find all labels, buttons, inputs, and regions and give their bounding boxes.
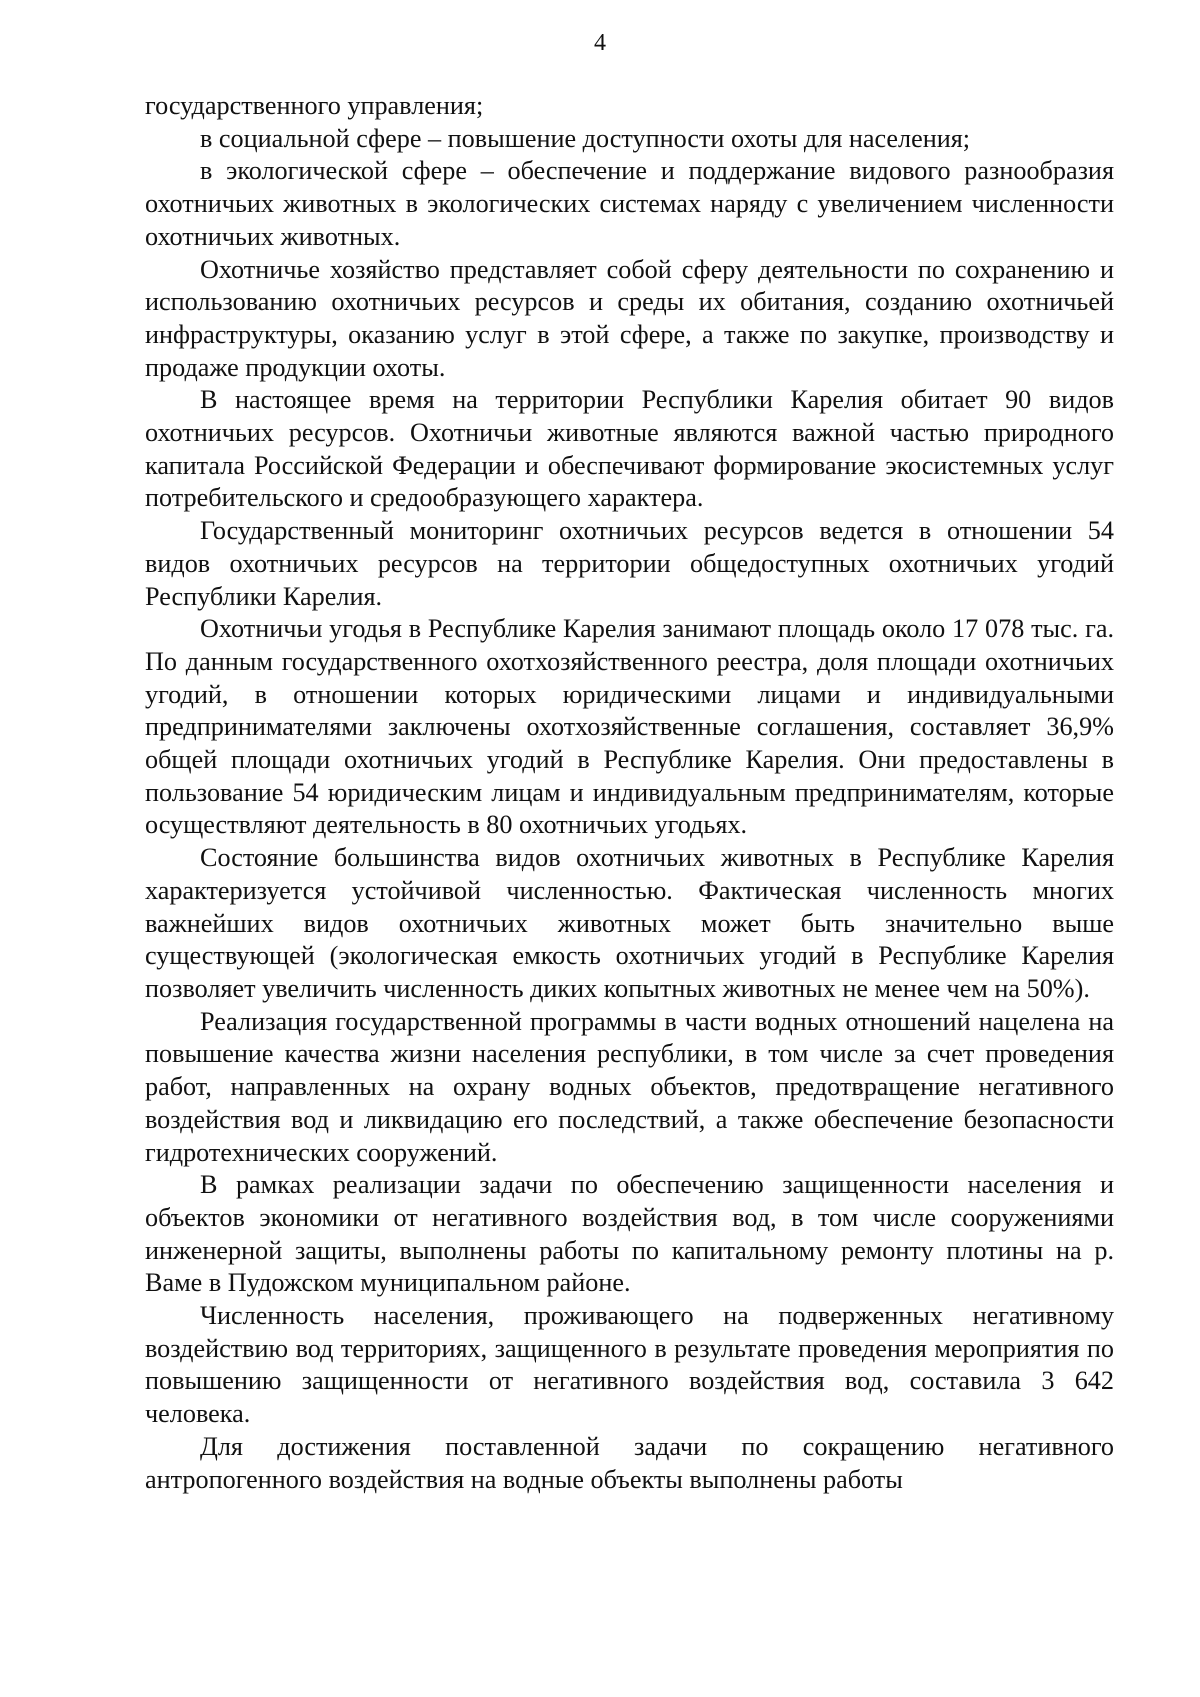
paragraph: Численность населения, проживающего на подверженных негативному воздействию вод территориях, защищенного в результате проведения мероприятия по повышению защищенности от негативного воздействия вод, составила 3 642 человека. [145, 1301, 1114, 1429]
paragraph: Охотничье хозяйство представляет собой сферу деятельности по сохранению и использованию охотничьих ресурсов и среды их обитания, созданию охотничьей инфраструктуры, оказанию услуг в этой сфере, а также по закупке, производству и продаже продукции охоты. [145, 254, 1114, 382]
page-number: 4 [594, 30, 606, 56]
paragraph: В рамках реализации задачи по обеспечению защищенности населения и объектов экономики от негативного воздействия вод, в том числе сооружениями инженерной защиты, выполнены работы по капитальному ремонту плотины на р. Ваме в Пудожском муниципальном районе. [145, 1170, 1114, 1298]
paragraph: В настоящее время на территории Республики Карелия обитает 90 видов охотничьих ресурсов. Охотничьи животные являются важной частью природного капитала Российской Федерации и обеспечивают формирование экосистемных услуг потребительского и средообразующего характера. [145, 385, 1114, 513]
document-body [145, 90, 1114, 1496]
paragraph: в экологической сфере – обеспечение и поддержание видового разнообразия охотничьих животных в экологических системах наряду с увеличением численности охотничьих животных. [145, 156, 1114, 251]
paragraph: Государственный мониторинг охотничьих ресурсов ведется в отношении 54 видов охотничьих ресурсов на территории общедоступных охотничьих угодий Республики Карелия. [145, 516, 1114, 611]
paragraph: Для достижения поставленной задачи по сокращению негативного антропогенного воздействия на водные объекты выполнены работы [145, 1431, 1114, 1494]
paragraph: Охотничьи угодья в Республике Карелия занимают площадь около 17 078 тыс. га. По данным государственного охотхозяйственного реестра, доля площади охотничьих угодий, в отношении которых юридическими лицами и индивидуальными предпринимателями заключены охотхозяйственные соглашения, составляет 36,9% общей площади охотничьих угодий в Республике Карелия. Они предоставлены в пользование 54 юридическим лицам и индивидуальным предпринимателям, которые осуществляют деятельность в 80 охотничьих угодьях. [145, 614, 1114, 840]
paragraph: Реализация государственной программы в части водных отношений нацелена на повышение качества жизни населения республики, в том числе за счет проведения работ, направленных на охрану водных объектов, предотвращение негативного воздействия вод и ликвидацию его последствий, а также обеспечение безопасности гидротехнических сооружений. [145, 1006, 1114, 1167]
paragraph: государственного управления; [145, 91, 484, 120]
paragraph: в социальной сфере – повышение доступности охоты для населения; [200, 123, 971, 153]
paragraph: Состояние большинства видов охотничьих животных в Республике Карелия характеризуется устойчивой численностью. Фактическая численность многих важнейших видов охотничьих животных может быть значительно выше существующей (экологическая емкость охотничьих угодий в Республике Карелия позволяет увеличить численность диких копытных животных не менее чем на 50%). [145, 843, 1114, 1003]
